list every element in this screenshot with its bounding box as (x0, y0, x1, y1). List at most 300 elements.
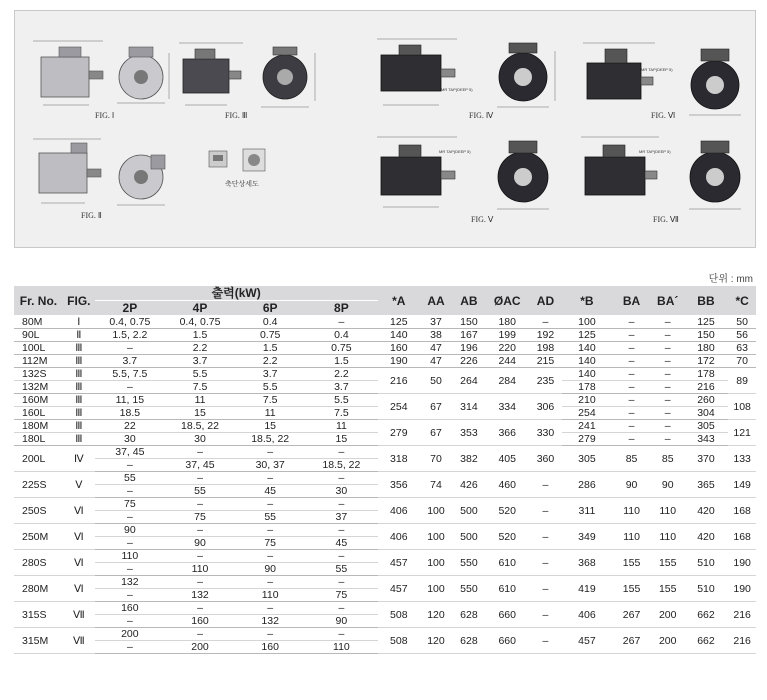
table-cell: – (528, 472, 562, 498)
table-cell: – (611, 420, 651, 433)
output-cell: 1.5 (165, 329, 235, 342)
fig-6-caption: FIG. Ⅵ (651, 111, 676, 120)
output-cell: 5.5 (165, 368, 235, 381)
fig-cell: Ⅵ (63, 524, 95, 550)
output-cell: 160 (95, 602, 165, 615)
output-cell: – (95, 641, 165, 654)
output-cell: 0.75 (305, 342, 377, 355)
output-cell: 90 (165, 537, 235, 550)
output-cell: 3.7 (165, 355, 235, 368)
table-cell: 420 (684, 498, 729, 524)
table-cell: 406 (562, 602, 611, 628)
svg-text:MR TAP(DEEP 5): MR TAP(DEEP 5) (439, 149, 471, 154)
output-cell: – (305, 550, 377, 563)
table-cell: 198 (528, 342, 562, 355)
table-cell: 100 (420, 550, 452, 576)
table-cell: 200 (652, 602, 684, 628)
fig-5-caption: FIG. Ⅴ (471, 215, 494, 224)
output-cell: – (305, 602, 377, 615)
output-cell: 11, 15 (95, 394, 165, 407)
output-cell: 5.5 (235, 381, 305, 394)
table-cell: 100 (420, 576, 452, 602)
table-cell: 311 (562, 498, 611, 524)
col-ba2: BA´ (652, 286, 684, 316)
col-ac: ØAC (486, 286, 529, 316)
table-row (14, 368, 756, 381)
col-4p: 4P (165, 301, 235, 316)
output-cell: 110 (95, 550, 165, 563)
fig-cell: Ⅲ (63, 342, 95, 355)
table-cell: 349 (562, 524, 611, 550)
output-cell: 11 (165, 394, 235, 407)
fig-cell: Ⅱ (63, 329, 95, 342)
output-cell: – (95, 342, 165, 355)
table-cell: 508 (378, 602, 421, 628)
output-cell: 18.5 (95, 407, 165, 420)
table-cell: 284 (486, 368, 529, 394)
table-cell: 67 (420, 394, 452, 420)
table-cell: 199 (486, 329, 529, 342)
table-cell: 155 (611, 550, 651, 576)
table-cell: 419 (562, 576, 611, 602)
fig-cell: Ⅶ (63, 628, 95, 654)
table-cell: 110 (652, 524, 684, 550)
table-cell: 279 (562, 433, 611, 446)
frame-cell: 132S (14, 368, 63, 381)
table-cell: 47 (420, 355, 452, 368)
table-cell: 662 (684, 602, 729, 628)
output-cell: 75 (305, 589, 377, 602)
output-cell: 15 (305, 433, 377, 446)
frame-cell: 112M (14, 355, 63, 368)
table-cell: 120 (420, 628, 452, 654)
output-cell: 75 (95, 498, 165, 511)
frame-cell: 80M (14, 316, 63, 329)
table-cell: 305 (562, 446, 611, 472)
fig-2-drawing (29, 133, 179, 213)
table-cell: – (652, 355, 684, 368)
frame-cell: 160L (14, 407, 63, 420)
table-cell: 210 (562, 394, 611, 407)
table-cell: 610 (486, 550, 529, 576)
table-cell: – (528, 316, 562, 329)
output-cell: – (165, 498, 235, 511)
output-cell: – (305, 446, 377, 459)
col-a: *A (378, 286, 421, 316)
svg-text:MR TAP(DEEP 5): MR TAP(DEEP 5) (441, 87, 473, 92)
table-cell: 356 (378, 472, 421, 498)
table-cell: 216 (728, 628, 756, 654)
table-cell: 155 (652, 576, 684, 602)
output-cell: – (95, 459, 165, 472)
output-cell: 110 (235, 589, 305, 602)
table-cell: 125 (378, 316, 421, 329)
table-cell: 180 (486, 316, 529, 329)
table-cell: – (652, 407, 684, 420)
output-cell: – (165, 628, 235, 641)
output-cell: 30, 37 (235, 459, 305, 472)
output-cell: 18.5, 22 (235, 433, 305, 446)
table-cell: 216 (684, 381, 729, 394)
table-cell: 56 (728, 329, 756, 342)
table-cell: 370 (684, 446, 729, 472)
col-output: 출력(kW) (95, 286, 378, 301)
output-cell: – (95, 511, 165, 524)
output-cell: 3.7 (305, 381, 377, 394)
fig-7-drawing (577, 127, 752, 217)
svg-text:MR TAP(DEEP 5): MR TAP(DEEP 5) (641, 67, 673, 72)
table-cell: 89 (728, 368, 756, 394)
table-cell: 520 (486, 498, 529, 524)
table-cell: 140 (378, 329, 421, 342)
output-cell: 15 (235, 420, 305, 433)
fig-cell: Ⅲ (63, 368, 95, 381)
col-frame: Fr. No. (14, 286, 63, 316)
table-cell: 628 (452, 628, 486, 654)
table-row (14, 329, 756, 342)
table-cell: 426 (452, 472, 486, 498)
fig-cell: Ⅲ (63, 381, 95, 394)
table-cell: 47 (420, 342, 452, 355)
col-fig: FIG. (63, 286, 95, 316)
fig-cell: Ⅲ (63, 407, 95, 420)
table-cell: 318 (378, 446, 421, 472)
output-cell: – (305, 576, 377, 589)
output-cell: – (235, 550, 305, 563)
table-cell: – (611, 381, 651, 394)
table-cell: 100 (420, 498, 452, 524)
output-cell: – (305, 472, 377, 485)
table-cell: 196 (452, 342, 486, 355)
fig-5-drawing (373, 127, 563, 217)
table-cell: 100 (420, 524, 452, 550)
output-cell: 11 (235, 407, 305, 420)
output-cell: – (305, 316, 377, 329)
frame-cell: 100L (14, 342, 63, 355)
table-row (14, 550, 756, 563)
table-cell: – (528, 524, 562, 550)
table-cell: 110 (611, 498, 651, 524)
output-cell: 132 (235, 615, 305, 628)
output-cell: – (305, 524, 377, 537)
table-cell: 343 (684, 433, 729, 446)
table-cell: – (611, 407, 651, 420)
output-cell: – (95, 381, 165, 394)
output-cell: – (165, 524, 235, 537)
output-cell: 45 (305, 537, 377, 550)
table-cell: – (528, 602, 562, 628)
fig-cell: Ⅲ (63, 394, 95, 407)
output-cell: 132 (165, 589, 235, 602)
table-cell: 306 (528, 394, 562, 420)
table-cell: 125 (562, 329, 611, 342)
frame-cell: 180L (14, 433, 63, 446)
output-cell: 160 (235, 641, 305, 654)
frame-cell: 180M (14, 420, 63, 433)
output-cell: 5.5 (305, 394, 377, 407)
fig-1-caption: FIG. Ⅰ (95, 111, 115, 120)
table-cell: – (528, 498, 562, 524)
output-cell: 37 (305, 511, 377, 524)
table-cell: 90 (652, 472, 684, 498)
frame-cell: 200L (14, 446, 63, 472)
output-cell: 3.7 (95, 355, 165, 368)
frame-cell: 280S (14, 550, 63, 576)
table-cell: 190 (728, 550, 756, 576)
table-cell: 360 (528, 446, 562, 472)
fig-4-caption: FIG. Ⅳ (469, 111, 494, 120)
table-cell: 610 (486, 576, 529, 602)
table-row (14, 498, 756, 511)
shaft-detail-caption: 축단상세도 (225, 180, 259, 188)
fig-2-caption: FIG. Ⅱ (81, 211, 102, 220)
table-cell: 172 (684, 355, 729, 368)
frame-cell: 315M (14, 628, 63, 654)
output-cell: 90 (305, 615, 377, 628)
output-cell: 55 (95, 472, 165, 485)
output-cell: 90 (95, 524, 165, 537)
table-cell: 140 (562, 355, 611, 368)
frame-cell: 160M (14, 394, 63, 407)
table-cell: 264 (452, 368, 486, 394)
fig-cell: Ⅴ (63, 472, 95, 498)
col-aa: AA (420, 286, 452, 316)
output-cell: – (305, 628, 377, 641)
table-cell: 70 (728, 355, 756, 368)
output-cell: – (235, 602, 305, 615)
col-ad: AD (528, 286, 562, 316)
table-cell: 155 (652, 550, 684, 576)
output-cell: 200 (95, 628, 165, 641)
table-cell: 550 (452, 576, 486, 602)
output-cell: 5.5, 7.5 (95, 368, 165, 381)
table-cell: 510 (684, 550, 729, 576)
col-bb: BB (684, 286, 729, 316)
output-cell: 55 (165, 485, 235, 498)
output-cell: 15 (165, 407, 235, 420)
output-cell: 160 (165, 615, 235, 628)
table-cell: 406 (378, 524, 421, 550)
table-cell: 382 (452, 446, 486, 472)
output-cell: – (95, 537, 165, 550)
table-cell: 405 (486, 446, 529, 472)
table-cell: 254 (378, 394, 421, 420)
table-cell: – (611, 316, 651, 329)
col-8p: 8P (305, 301, 377, 316)
table-cell: – (652, 329, 684, 342)
table-cell: 260 (684, 394, 729, 407)
fig-cell: Ⅰ (63, 316, 95, 329)
output-cell: 2.2 (165, 342, 235, 355)
output-cell: – (165, 550, 235, 563)
output-cell: – (305, 498, 377, 511)
table-cell: – (652, 316, 684, 329)
table-cell: 368 (562, 550, 611, 576)
table-cell: 160 (378, 342, 421, 355)
table-row (14, 420, 756, 433)
col-ba: BA (611, 286, 651, 316)
table-cell: 304 (684, 407, 729, 420)
fig-3-caption: FIG. Ⅲ (225, 111, 248, 120)
output-cell: 37, 45 (165, 459, 235, 472)
output-cell: – (235, 524, 305, 537)
table-cell: – (611, 329, 651, 342)
table-cell: 420 (684, 524, 729, 550)
table-row (14, 628, 756, 641)
table-cell: 334 (486, 394, 529, 420)
table-cell: 155 (611, 576, 651, 602)
table-cell: – (652, 394, 684, 407)
output-cell: – (165, 602, 235, 615)
output-cell: 0.4 (235, 316, 305, 329)
fig-cell: Ⅵ (63, 498, 95, 524)
table-cell: 216 (728, 602, 756, 628)
output-cell: 110 (165, 563, 235, 576)
output-cell: 18.5, 22 (305, 459, 377, 472)
dimension-table (14, 286, 756, 654)
output-cell: – (95, 563, 165, 576)
table-cell: 168 (728, 498, 756, 524)
table-cell: 178 (684, 368, 729, 381)
output-cell: 18.5, 22 (165, 420, 235, 433)
table-cell: 85 (611, 446, 651, 472)
output-cell: 0.4, 0.75 (95, 316, 165, 329)
table-cell: 508 (378, 628, 421, 654)
table-cell: 180 (684, 342, 729, 355)
table-cell: 628 (452, 602, 486, 628)
unit-note: 단위 : mm (708, 274, 753, 285)
table-row (14, 472, 756, 485)
table-cell: 267 (611, 628, 651, 654)
table-cell: – (652, 342, 684, 355)
table-cell: 286 (562, 472, 611, 498)
table-cell: 149 (728, 472, 756, 498)
output-cell: 3.7 (235, 368, 305, 381)
frame-cell: 225S (14, 472, 63, 498)
fig-1-drawing (29, 33, 179, 113)
output-cell: 45 (235, 485, 305, 498)
output-cell: – (165, 472, 235, 485)
fig-7-caption: FIG. Ⅶ (653, 215, 679, 224)
table-cell: 660 (486, 602, 529, 628)
table-body (14, 316, 756, 654)
output-cell: – (235, 446, 305, 459)
output-cell: – (235, 498, 305, 511)
output-cell: – (95, 615, 165, 628)
output-cell: 55 (305, 563, 377, 576)
table-cell: 108 (728, 394, 756, 420)
fig-cell: Ⅵ (63, 550, 95, 576)
svg-text:MR TAP(DEEP 5): MR TAP(DEEP 5) (639, 149, 671, 154)
table-cell: – (611, 355, 651, 368)
table-cell: 267 (611, 602, 651, 628)
table-row (14, 355, 756, 368)
table-cell: 330 (528, 420, 562, 446)
table-cell: 457 (378, 550, 421, 576)
output-cell: 0.4, 0.75 (165, 316, 235, 329)
fig-3-drawing (175, 35, 325, 115)
table-cell: 168 (728, 524, 756, 550)
table-cell: – (528, 550, 562, 576)
table-cell: 150 (452, 316, 486, 329)
output-cell: 7.5 (305, 407, 377, 420)
frame-cell: 315S (14, 602, 63, 628)
table-cell: 50 (728, 316, 756, 329)
table-cell: 85 (652, 446, 684, 472)
output-cell: 0.75 (235, 329, 305, 342)
output-cell: 7.5 (235, 394, 305, 407)
table-cell: 100 (562, 316, 611, 329)
table-cell: 660 (486, 628, 529, 654)
table-cell: 37 (420, 316, 452, 329)
table-cell: – (611, 368, 651, 381)
table-row (14, 394, 756, 407)
table-cell: 457 (562, 628, 611, 654)
output-cell: 30 (95, 433, 165, 446)
table-cell: 133 (728, 446, 756, 472)
fig-cell: Ⅲ (63, 433, 95, 446)
table-cell: – (652, 381, 684, 394)
table-cell: 120 (420, 602, 452, 628)
table-cell: 125 (684, 316, 729, 329)
table-cell: 314 (452, 394, 486, 420)
table-row (14, 446, 756, 459)
table-cell: 235 (528, 368, 562, 394)
table-cell: 70 (420, 446, 452, 472)
output-cell: 75 (165, 511, 235, 524)
table-cell: 406 (378, 498, 421, 524)
table-cell: 550 (452, 550, 486, 576)
table-cell: 178 (562, 381, 611, 394)
table-cell: 457 (378, 576, 421, 602)
table-cell: 353 (452, 420, 486, 446)
table-cell: 500 (452, 498, 486, 524)
frame-cell: 90L (14, 329, 63, 342)
output-cell: – (235, 576, 305, 589)
output-cell: 22 (95, 420, 165, 433)
table-cell: – (652, 368, 684, 381)
frame-cell: 132M (14, 381, 63, 394)
table-cell: 67 (420, 420, 452, 446)
output-cell: 90 (235, 563, 305, 576)
output-cell: 7.5 (165, 381, 235, 394)
table-cell: 215 (528, 355, 562, 368)
table-cell: – (652, 420, 684, 433)
col-c: *C (728, 286, 756, 316)
output-cell: – (165, 576, 235, 589)
table-cell: 520 (486, 524, 529, 550)
output-cell: – (165, 446, 235, 459)
col-ab: AB (452, 286, 486, 316)
col-2p: 2P (95, 301, 165, 316)
output-cell: 30 (165, 433, 235, 446)
table-row (14, 602, 756, 615)
output-cell: 1.5 (235, 342, 305, 355)
table-cell: 192 (528, 329, 562, 342)
table-row (14, 342, 756, 355)
output-cell: 1.5, 2.2 (95, 329, 165, 342)
table-cell: 279 (378, 420, 421, 446)
drawing-panel (14, 10, 756, 248)
table-cell: 500 (452, 524, 486, 550)
output-cell: 2.2 (235, 355, 305, 368)
header-row-1 (14, 286, 756, 301)
table-cell: 254 (562, 407, 611, 420)
table-row (14, 316, 756, 329)
output-cell: 30 (305, 485, 377, 498)
table-cell: 140 (562, 342, 611, 355)
table-row (14, 524, 756, 537)
